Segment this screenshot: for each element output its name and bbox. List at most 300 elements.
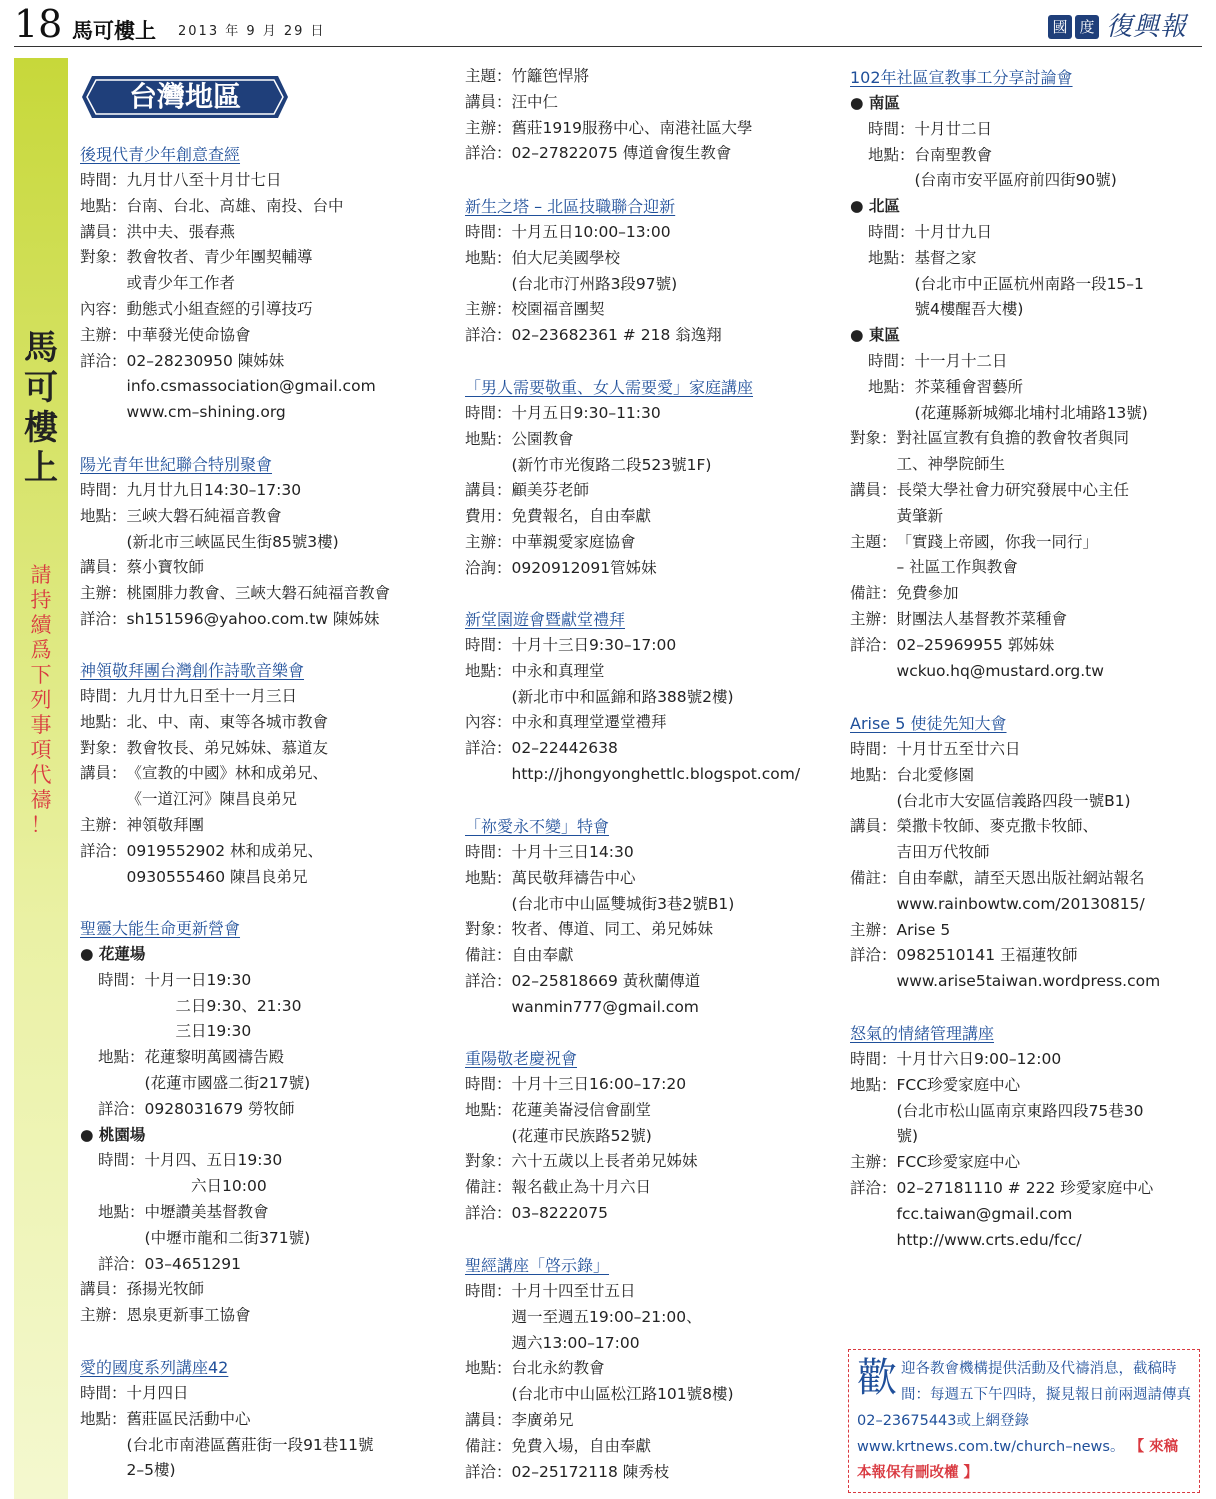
row-value: 03–8222075: [511, 1203, 609, 1222]
prayer-char: 項: [30, 738, 52, 762]
logo-char: 國: [1048, 15, 1072, 39]
row-value: 02–27181110 # 222 珍愛家庭中心: [896, 1178, 1154, 1197]
row-value: 自由奉獻: [511, 946, 574, 965]
row-value: (台北市松山區南京東路四段75巷30: [896, 1101, 1144, 1120]
row-value: 號4樓醒吾大樓): [914, 300, 1024, 319]
row-label: 時間：: [850, 740, 897, 758]
row-value: 汪中仁: [511, 92, 559, 111]
row-label: 詳洽：: [465, 326, 512, 345]
event-row: [80, 1277, 450, 1303]
prayer-char: 事: [30, 713, 52, 737]
event-row: [465, 1356, 835, 1408]
event-title: 「男人需要敬重、女人需要愛」家庭講座: [465, 378, 754, 397]
row-value: 十月廿二日: [914, 119, 993, 138]
row-label: 地點：: [80, 1409, 127, 1428]
row-value: 0920912091管姊妹: [511, 558, 657, 577]
row-label: 詳洽：: [98, 1254, 145, 1273]
email-link[interactable]: wckuo.hq@mustard.org.tw: [896, 661, 1104, 680]
row-value: 十月十三日14:30: [511, 843, 634, 861]
event-listing: [850, 65, 1206, 684]
event-row: [868, 246, 1206, 323]
event-row: [465, 1434, 835, 1460]
row-label: 地點：: [868, 248, 915, 267]
event-row: [98, 1097, 450, 1123]
row-value: 報名截止為十月六日: [511, 1178, 652, 1197]
event-row: [98, 1045, 450, 1097]
prayer-char: ！: [30, 813, 52, 837]
event-listing: [80, 452, 450, 633]
event-title: 102年社區宣教事工分享討論會: [850, 68, 1073, 87]
sidebar-title-char: 馬: [24, 328, 58, 368]
logo-char: 度: [1075, 15, 1099, 39]
row-value: (台南市安平區府前四街90號): [914, 171, 1117, 190]
row-label: 詳洽：: [98, 1099, 145, 1118]
row-value: 或青少年工作者: [126, 274, 236, 293]
event-title: 聖靈大能生命更新營會: [80, 919, 241, 938]
row-value: 台南聖教會: [914, 145, 993, 164]
row-value: 九月廿八至十月廿七日: [126, 171, 282, 189]
event-row: [465, 1149, 835, 1175]
row-value: 台北愛修園: [896, 765, 975, 784]
row-label: 講員：: [80, 764, 127, 783]
venue-block: [80, 968, 450, 1123]
row-value: 長榮大學社會力研究發展中心主任: [896, 480, 1130, 499]
row-label: 講員：: [850, 817, 897, 836]
row-label: 主辦：: [80, 815, 127, 834]
website-link[interactable]: www.arise5taiwan.wordpress.com: [896, 972, 1161, 991]
row-value: 動態式小組查經的引導技巧: [126, 299, 313, 318]
event-row: [465, 220, 835, 246]
row-value: 竹籬笆悍將: [511, 67, 590, 85]
prayer-char: 爲: [30, 638, 52, 662]
row-label: 主辦：: [850, 1153, 897, 1172]
row-label: 地點：: [850, 765, 897, 784]
event-row: [80, 220, 450, 246]
prayer-char: 持: [30, 588, 52, 612]
row-value: 02–25969955 郭姊妹: [896, 635, 1055, 654]
event-row: [465, 943, 835, 969]
event-listing: [465, 194, 835, 349]
venue-block: [80, 1148, 450, 1277]
row-label: 地點：: [465, 1359, 512, 1378]
email-link[interactable]: info.csmassociation@gmail.com: [126, 377, 376, 396]
website-link[interactable]: www.rainbowtw.com/20130815/: [896, 894, 1145, 913]
row-value: 週一至週五19:00–21:00、: [511, 1307, 702, 1326]
row-value: 榮撒卡牧師、麥克撒卡牧師、: [896, 817, 1099, 836]
row-value: 桃園腓力教會、三峽大磐石純福音教會: [126, 584, 391, 603]
row-label: 地點：: [465, 429, 512, 448]
row-label: 地點：: [80, 196, 127, 215]
row-value: Arise 5: [896, 920, 951, 939]
website-link[interactable]: http://jhongyonghettlc.blogspot.com/: [511, 764, 801, 783]
row-label: 時間：: [98, 1151, 145, 1170]
row-value: 02–25818669 黃秋蘭傳道: [511, 971, 701, 990]
row-value: (台北市中山區雙城街3巷2號B1): [511, 894, 735, 913]
row-label: 時間：: [465, 636, 512, 654]
row-label: 地點：: [465, 1100, 512, 1119]
row-label: 時間：: [80, 687, 127, 705]
row-label: 講員：: [80, 222, 127, 241]
row-value: 台北永約教會: [511, 1359, 605, 1378]
event-row: [465, 659, 835, 711]
region-banner-text: 台灣地區: [128, 80, 242, 113]
row-value: 週六13:00–17:00: [511, 1333, 640, 1352]
event-row: [465, 297, 835, 323]
row-value: 「實踐上帝國，你我一同行」: [896, 532, 1099, 551]
row-label: 對象：: [850, 429, 897, 448]
event-row: [80, 478, 450, 504]
region-heading: ● 南區: [850, 94, 900, 112]
sidebar-title-char: 樓: [24, 408, 58, 448]
row-label: 內容：: [465, 713, 512, 732]
event-listing: [80, 1355, 450, 1484]
event-row: [465, 1175, 835, 1201]
row-label: 時間：: [868, 351, 915, 370]
row-value: 02–22442638: [511, 739, 618, 758]
row-label: 對象：: [80, 738, 127, 757]
event-row: [98, 968, 450, 1045]
row-label: 費用：: [465, 507, 512, 526]
row-label: 時間：: [850, 1050, 897, 1068]
section-title: 馬可樓上: [72, 18, 156, 43]
event-row: [850, 633, 1206, 685]
row-value: 十月廿六日9:00–12:00: [896, 1050, 1062, 1068]
logo-script: 復興報: [1106, 12, 1188, 42]
event-listing: [465, 1046, 835, 1227]
row-label: 詳洽：: [80, 609, 127, 628]
event-row: [465, 246, 835, 298]
row-value: 牧者、傳道、同工、弟兄姊妹: [511, 920, 714, 939]
venue-heading: ● 桃園場: [80, 1125, 146, 1144]
row-value: 2–5樓): [126, 1461, 176, 1480]
email-link[interactable]: wanmin777@gmail.com: [511, 997, 699, 1016]
event-listing: [850, 1021, 1206, 1253]
row-value: 0928031679 勞牧師: [144, 1099, 295, 1118]
event-row: [98, 1200, 450, 1252]
region-banner: [80, 72, 290, 122]
row-value: (台北市南港區舊莊街一段91巷11號: [126, 1435, 374, 1454]
row-label: 主辦：: [850, 920, 897, 939]
event-title: 重陽敬老慶祝會: [465, 1049, 578, 1068]
row-label: 講員：: [80, 558, 127, 577]
row-label: 主題：: [465, 67, 512, 85]
event-listing: [465, 1253, 835, 1485]
row-value: 《宣教的中國》林和成弟兄、: [126, 764, 329, 783]
event-listing: [465, 607, 835, 788]
prayer-char: 禱: [30, 788, 52, 812]
region-heading: ● 東區: [850, 326, 900, 345]
row-label: 備註：: [465, 946, 512, 965]
event-row: [465, 323, 835, 349]
notice-text: 迎各教會機構提供活動及代禱消息，截稿時間：每週五下午四時，擬見報日前兩週請傳真02–23675443或上網登錄www.krtnews.com.tw/church–news。: [857, 1361, 1191, 1455]
row-value: 0919552902 林和成弟兄、: [126, 841, 324, 860]
row-label: 時間：: [868, 222, 915, 241]
event-row: [465, 116, 835, 142]
event-row: [850, 943, 1206, 995]
website-link[interactable]: http://www.crts.edu/fcc/: [896, 1230, 1082, 1249]
event-row: [850, 763, 1206, 815]
event-row: [465, 1408, 835, 1434]
row-value: 對社區宣教有負擔的教會牧者與同: [896, 429, 1130, 448]
event-listing-continued: [465, 64, 835, 167]
row-label: 地點：: [98, 1048, 145, 1067]
event-row: [465, 530, 835, 556]
row-value: 花蓮美崙浸信會副堂: [511, 1100, 652, 1119]
row-value: 財團法人基督教芥菜種會: [896, 609, 1068, 628]
event-row: [465, 1279, 835, 1356]
event-row: [850, 737, 1206, 763]
row-label: 主辦：: [850, 609, 897, 628]
row-label: 內容：: [80, 299, 127, 318]
event-listing: [465, 375, 835, 582]
row-value: 基督之家: [914, 248, 977, 267]
row-label: 詳洽：: [465, 739, 512, 758]
event-row: [80, 1407, 450, 1484]
event-row: [80, 323, 450, 349]
row-label: 備註：: [465, 1178, 512, 1197]
row-value: 九月廿九日14:30–17:30: [126, 481, 302, 499]
row-label: 備註：: [850, 584, 897, 603]
row-label: 主辦：: [465, 118, 512, 137]
row-value: 《一道江河》陳昌良弟兄: [126, 790, 298, 809]
event-row: [465, 1098, 835, 1150]
row-value: 02–28230950 陳姊妹: [126, 351, 285, 370]
row-label: 主辦：: [80, 584, 127, 603]
row-label: 時間：: [465, 404, 512, 422]
row-label: 詳洽：: [465, 1462, 512, 1481]
row-value: 六十五歲以上長者弟兄姊妹: [511, 1152, 698, 1171]
event-row: [80, 581, 450, 607]
row-value: 校園福音團契: [511, 300, 605, 319]
event-row: [80, 1303, 450, 1329]
row-value: 芥菜種會習藝所: [914, 377, 1024, 396]
row-value: (花蓮市民族路52號): [511, 1126, 652, 1145]
row-label: 地點：: [465, 661, 512, 680]
row-value: 吉田万代牧師: [896, 843, 990, 862]
event-row: [80, 607, 450, 633]
row-label: 詳洽：: [465, 1203, 512, 1222]
row-value: 洪中夫、張春燕: [126, 222, 236, 241]
event-row: [80, 504, 450, 556]
event-row: [465, 427, 835, 479]
row-label: 地點：: [465, 868, 512, 887]
region-block: [850, 220, 1206, 323]
event-row: [868, 220, 1206, 246]
row-label: 時間：: [98, 970, 145, 989]
row-label: 洽詢：: [465, 558, 512, 577]
row-label: 詳洽：: [850, 946, 897, 965]
event-title: 聖經講座「啓示錄」: [465, 1256, 610, 1275]
row-label: 主辦：: [465, 532, 512, 551]
event-row: [80, 349, 450, 426]
row-label: 時間：: [80, 1384, 127, 1402]
event-row: [465, 633, 835, 659]
event-row: [80, 710, 450, 736]
region-block: [850, 349, 1206, 426]
prayer-char: 下: [30, 663, 52, 687]
event-row: [80, 297, 450, 323]
row-value: 0930555460 陳昌良弟兄: [126, 867, 308, 886]
event-title: 神領敬拜團台灣創作詩歌音樂會: [80, 661, 305, 680]
row-label: 時間：: [80, 171, 127, 189]
row-label: 主題：: [850, 532, 897, 551]
row-value: 孫揚光牧師: [126, 1280, 205, 1299]
website-link[interactable]: www.cm–shining.org: [126, 403, 286, 422]
row-value: (花蓮縣新城鄉北埔村北埔路13號): [914, 403, 1148, 422]
event-row: [850, 814, 1206, 866]
event-title: 愛的國度系列講座42: [80, 1358, 229, 1377]
event-row: [80, 839, 450, 891]
event-row: [465, 917, 835, 943]
row-label: 詳洽：: [850, 635, 897, 654]
event-row: [465, 969, 835, 1021]
row-value: (台北市汀州路3段97號): [511, 274, 678, 293]
row-value: 三峽大磐石純福音教會: [126, 506, 282, 525]
row-label: 講員：: [465, 92, 512, 111]
row-label: 地點：: [868, 377, 915, 396]
event-row: [465, 1460, 835, 1486]
sidebar-prayer-text: [25, 563, 57, 838]
row-value: 中華親愛家庭協會: [511, 532, 636, 551]
event-row: [80, 684, 450, 710]
event-row: [850, 866, 1206, 918]
event-row: [465, 736, 835, 788]
row-label: 地點：: [465, 248, 512, 267]
row-label: 時間：: [465, 1282, 512, 1300]
row-label: 地點：: [850, 1075, 897, 1094]
row-value: 神領敬拜團: [126, 815, 205, 834]
row-value: 自由奉獻，請至天恩出版社網站報名: [896, 868, 1145, 887]
event-row: [80, 168, 450, 194]
event-row: [98, 1148, 450, 1200]
event-row: [868, 117, 1206, 143]
event-row: [850, 426, 1206, 478]
region-block: [850, 117, 1206, 194]
row-value: 02–23682361 # 218 翁逸翔: [511, 326, 722, 345]
event-row: [80, 245, 450, 297]
event-row: [465, 556, 835, 582]
row-value: 免費參加: [896, 584, 959, 603]
row-label: 時間：: [465, 843, 512, 861]
event-row: [465, 1201, 835, 1227]
row-label: 詳洽：: [80, 841, 127, 860]
row-value: 教會牧長、弟兄姊妹、慕道友: [126, 738, 329, 757]
event-listing: [850, 711, 1206, 995]
row-label: 地點：: [868, 145, 915, 164]
row-value: 北、中、南、東等各城市教會: [126, 712, 329, 731]
event-row: [465, 64, 835, 90]
row-value: 十月五日10:00–13:00: [511, 223, 671, 241]
row-value: (台北市中正區杭州南路一段15–1: [914, 274, 1144, 293]
row-label: 講員：: [465, 1410, 512, 1429]
row-value: 三日19:30: [144, 1022, 252, 1041]
event-title: 新堂園遊會暨獻堂禮拜: [465, 610, 626, 629]
row-label: 對象：: [465, 920, 512, 939]
row-value: (中壢市龍和二街371號): [144, 1228, 311, 1247]
sidebar-title-char: 上: [24, 448, 58, 488]
row-label: 講員：: [850, 480, 897, 499]
row-value: 教會牧者、青少年團契輔導: [126, 248, 313, 267]
row-value: 十月十三日16:00–17:20: [511, 1075, 687, 1093]
row-value: 十一月十二日: [914, 351, 1008, 370]
submission-notice: [848, 1349, 1200, 1493]
row-label: 主辦：: [465, 300, 512, 319]
row-value: (台北市中山區松江路101號8樓): [511, 1385, 734, 1404]
row-value: 六日10:00: [144, 1177, 267, 1196]
event-listing: [80, 916, 450, 1329]
row-value: (新北市三峽區民生街85號3樓): [126, 532, 339, 551]
email-link[interactable]: sh151596@yahoo.com.tw 陳姊妹: [126, 609, 380, 628]
event-row: [868, 349, 1206, 375]
row-value: FCC珍愛家庭中心: [896, 1153, 1021, 1172]
event-row: [868, 375, 1206, 427]
row-value: 十月廿五至廿六日: [896, 740, 1021, 758]
row-label: 地點：: [98, 1202, 145, 1221]
row-value: 台南、台北、高雄、南投、台中: [126, 196, 344, 215]
row-value: FCC珍愛家庭中心: [896, 1075, 1021, 1094]
row-value: 中永和真理堂: [511, 661, 605, 680]
event-row: [850, 530, 1206, 582]
row-label: 時間：: [868, 119, 915, 138]
row-value: 中壢讚美基督教會: [144, 1202, 269, 1221]
event-row: [465, 866, 835, 918]
event-title: 陽光青年世紀聯合特別聚會: [80, 455, 273, 474]
row-value: 號): [896, 1127, 919, 1146]
row-label: 對象：: [80, 248, 127, 267]
row-label: 主辦：: [80, 1306, 127, 1325]
row-value: 十月十四至廿五日: [511, 1282, 636, 1300]
row-value: 公園教會: [511, 429, 574, 448]
row-value: 萬民敬拜禱告中心: [511, 868, 636, 887]
event-row: [850, 918, 1206, 944]
row-label: 時間：: [80, 481, 127, 499]
event-row: [850, 581, 1206, 607]
row-value: 九月廿九日至十一月三日: [126, 687, 298, 705]
row-value: 黃肇新: [896, 506, 944, 525]
row-value: 免費入場，自由奉獻: [511, 1436, 652, 1455]
row-value: 03–4651291: [144, 1254, 242, 1273]
row-value: 十月四日: [126, 1384, 189, 1402]
row-label: 對象：: [465, 1152, 512, 1171]
row-label: 備註：: [850, 868, 897, 887]
row-label: 詳洽：: [465, 971, 512, 990]
row-value: 中華發光使命協會: [126, 325, 251, 344]
row-value: 顧美芬老師: [511, 481, 590, 500]
row-value: 十月十三日9:30–17:00: [511, 636, 677, 654]
row-value: 0982510141 王福蓮牧師: [896, 946, 1078, 965]
email-link[interactable]: fcc.taiwan@gmail.com: [896, 1204, 1073, 1223]
row-value: 十月四、五日19:30: [144, 1151, 283, 1170]
row-value: (新北市中和區錦和路388號2樓): [511, 687, 734, 706]
region-heading: ● 北區: [850, 197, 900, 216]
row-label: 地點：: [80, 506, 127, 525]
notice-drop-cap: 歡: [857, 1355, 897, 1401]
event-row: [850, 1073, 1206, 1150]
row-label: 詳洽：: [465, 144, 512, 163]
row-value: – 社區工作與教會: [896, 558, 1018, 577]
row-label: 詳洽：: [850, 1178, 897, 1197]
row-value: 花蓮黎明萬國禱告殿: [144, 1048, 285, 1067]
row-value: 舊莊1919服務中心、南港社區大學: [511, 118, 753, 137]
prayer-char: 代: [30, 763, 52, 787]
event-row: [80, 736, 450, 762]
event-row: [465, 710, 835, 736]
sidebar-title: [20, 328, 62, 488]
row-value: 免費報名，自由奉獻: [511, 507, 652, 526]
row-label: 講員：: [80, 1280, 127, 1299]
row-value: 十月五日9:30–11:30: [511, 404, 661, 422]
row-value: 伯大尼美國學校: [511, 248, 621, 267]
